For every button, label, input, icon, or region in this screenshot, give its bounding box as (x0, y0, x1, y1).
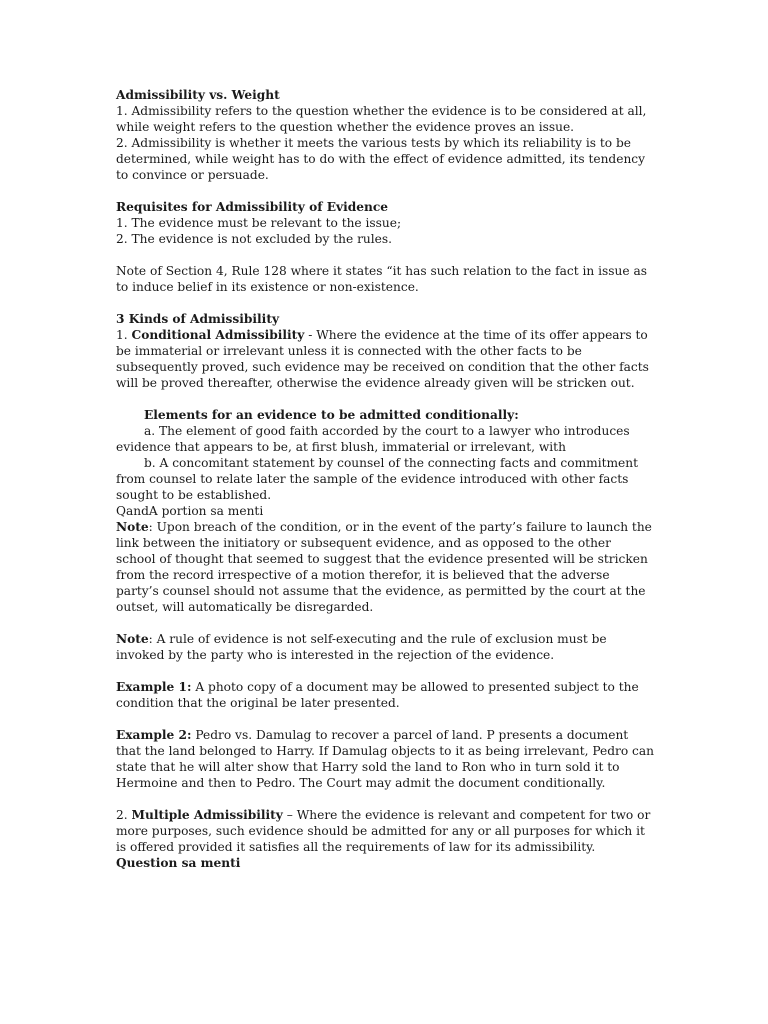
term-conditional-admissibility: Conditional Admissibility (131, 328, 305, 342)
paragraph-example-1 (116, 679, 654, 711)
item-number: 1. (116, 328, 132, 342)
definition-text: - Where the evidence at the time of its offer appears to be immaterial or irrelevant unless it is connected with the other facts to be subsequently proved, such evidence may be received on condition that the other facts will be proved thereafter, otherwise the evidence already given will be stricken out. (116, 328, 649, 390)
element-item-b: b. A concomitant statement by counsel of the connecting facts and commitment from counsel to relate later the sample of the evidence introduced with other facts sought to be established. (116, 456, 639, 502)
spacer (116, 615, 654, 631)
example-text: A photo copy of a document may be allowed to presented subject to the condition that the original be later presented. (116, 680, 639, 710)
example-label: Example 2: (116, 728, 192, 742)
section-heading-requisites: Requisites for Admissibility of Evidence (116, 200, 389, 214)
spacer (116, 791, 654, 807)
note-label: Note (116, 632, 149, 646)
spacer (116, 391, 654, 407)
paragraph-conditional-admissibility (116, 327, 654, 391)
note-text: : Upon breach of the condition, or in the event of the party’s failure to launch the link between the initiatory or subsequent evidence, and as opposed to the other school of thought that seemed to suggest that the evidence presented will be stricken from the record irrespective of a motion therefor, it is believed that the adverse party’s counsel should not assume that the evidence, as permitted by the court at the outset, will automatically be disregarded. (116, 520, 652, 614)
paragraph-note-breach (116, 519, 654, 615)
term-multiple-admissibility: Multiple Admissibility (131, 808, 283, 822)
subheading-elements: Elements for an evidence to be admitted conditionally: (144, 408, 519, 422)
spacer (116, 711, 654, 727)
note-label: Note (116, 520, 149, 534)
spacer (116, 295, 654, 311)
paragraph-section-note: Note of Section 4, Rule 128 where it states “it has such relation to the fact in issue as to induce belief in its existence or non-existence. (116, 264, 647, 294)
paragraph-admissibility-definition: 1. Admissibility refers to the question whether the evidence is to be considered at all, while weight refers to the question whether the evidence proves an issue. (116, 104, 647, 134)
example-text: Pedro vs. Damulag to recover a parcel of land. P presents a document that the land belonged to Harry. If Damulag objects to it as being irrelevant, Pedro can state that he will alter show that Harry sold the land to Ron who in turn sold it to Hermoine and then to Pedro. The Court may admit the document conditionally. (116, 728, 655, 790)
example-label: Example 1: (116, 680, 192, 694)
paragraph-multiple-admissibility (116, 807, 654, 855)
paragraph-example-2 (116, 727, 654, 791)
item-number: 2. (116, 808, 132, 822)
section-heading-kinds: 3 Kinds of Admissibility (116, 312, 280, 326)
definition-text: – Where the evidence is relevant and competent for two or more purposes, such evidence should be admitted for any or all purposes for which it is offered provided it satisfies all the requirements of law for its admissibility. (116, 808, 651, 854)
qanda-note: QandA portion sa menti (116, 504, 264, 518)
requisite-item-2: 2. The evidence is not excluded by the rules. (116, 232, 392, 246)
paragraph-note-self-executing (116, 631, 654, 663)
spacer (116, 247, 654, 263)
note-text: : A rule of evidence is not self-executing and the rule of exclusion must be invoked by the party who is interested in the rejection of the evidence. (116, 632, 607, 662)
paragraph-admissibility-tests: 2. Admissibility is whether it meets the various tests by which its reliability is to be determined, while weight has to do with the effect of evidence admitted, its tendency to convince or persuade. (116, 136, 646, 182)
section-heading-admissibility-vs-weight: Admissibility vs. Weight (116, 88, 280, 102)
element-item-a: a. The element of good faith accorded by the court to a lawyer who introduces evidence that appears to be, at first blush, immaterial or irrelevant, with (116, 424, 630, 454)
spacer (116, 663, 654, 679)
document-page (116, 87, 654, 871)
question-note: Question sa menti (116, 856, 241, 870)
requisite-item-1: 1. The evidence must be relevant to the issue; (116, 216, 402, 230)
spacer (116, 183, 654, 199)
